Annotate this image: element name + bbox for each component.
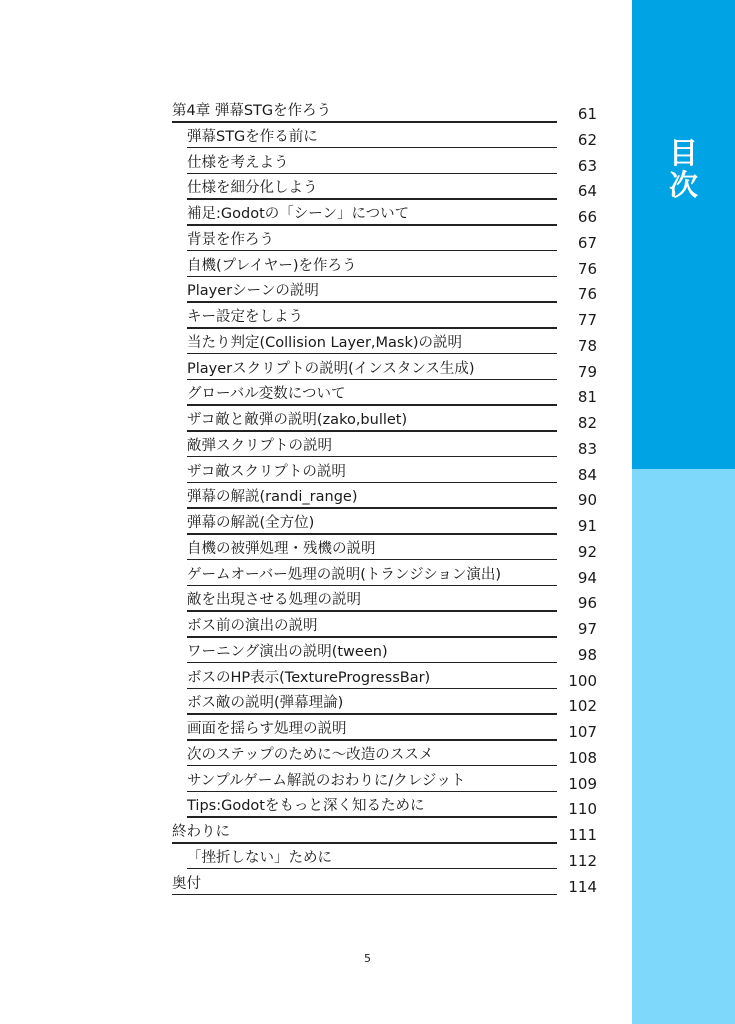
- toc-entry-underline: [187, 662, 557, 664]
- toc-entry[interactable]: [0, 359, 632, 385]
- toc-entry-page: 98: [577, 645, 597, 664]
- toc-entry[interactable]: [0, 178, 632, 204]
- toc-entry-page: 107: [568, 723, 597, 741]
- toc-entry[interactable]: [0, 513, 632, 539]
- toc-entry-title: ザコ敵と敵弾の説明(zako,bullet): [187, 412, 408, 428]
- toc-entry-title: 敵弾スクリプトの説明: [187, 437, 332, 454]
- toc-entry-title: 次のステップのために～改造のススメ: [187, 746, 434, 763]
- toc-entry[interactable]: [0, 796, 632, 822]
- toc-entry[interactable]: [0, 230, 632, 256]
- toc-entry[interactable]: [0, 693, 632, 719]
- toc-entry-underline: [187, 688, 557, 690]
- toc-entry[interactable]: [0, 642, 632, 668]
- toc-entry-title: 第4章 弾幕STGを作ろう: [172, 103, 332, 119]
- toc-entry-underline: [187, 147, 557, 149]
- toc-entry-title: ボスのHP表示(TextureProgressBar): [187, 669, 431, 686]
- toc-entry[interactable]: [0, 281, 632, 307]
- toc-entry-title: Playerシーンの説明: [187, 283, 319, 300]
- toc-entry-underline: [187, 791, 557, 793]
- toc-entry-underline: [187, 482, 557, 484]
- toc-entry-title: ワーニング演出の説明(tween): [187, 643, 388, 660]
- toc-entry-page: 100: [568, 671, 597, 690]
- toc-entry-title: 「挫折しない」ために: [187, 849, 332, 866]
- toc-entry-underline: [187, 585, 557, 587]
- toc-entry-page: 77: [577, 311, 597, 329]
- toc-entry-title: グローバル変数について: [187, 386, 346, 403]
- side-tab-accent: [632, 0, 735, 469]
- toc-entry-underline: [187, 198, 557, 200]
- toc-entry-page: 66: [577, 208, 597, 226]
- toc-entry-underline: [187, 713, 557, 715]
- toc-entry-underline: [187, 276, 557, 278]
- toc-entry-page: 112: [568, 851, 597, 870]
- toc-entry-title: 敵を出現させる処理の説明: [187, 592, 361, 609]
- side-tab-title-char: 目: [668, 136, 698, 170]
- side-tab-title-char: 次: [668, 168, 698, 202]
- toc-entry-page: 92: [577, 542, 597, 561]
- toc-entry[interactable]: [0, 616, 632, 642]
- toc-entry-underline: [187, 327, 557, 329]
- toc-entry[interactable]: [0, 771, 632, 797]
- toc-entry[interactable]: [0, 487, 632, 513]
- toc-entry-underline: [187, 224, 557, 226]
- toc-entry-title: サンプルゲーム解説のおわりに/クレジット: [187, 772, 466, 789]
- toc-entry[interactable]: [0, 874, 632, 900]
- toc-entry-title: 仕様を細分化しよう: [187, 180, 318, 197]
- toc-entry[interactable]: [0, 719, 632, 745]
- toc-entry-underline: [187, 404, 557, 406]
- toc-entry[interactable]: [0, 410, 632, 436]
- toc-entry-title: 補足:Godotの「シーン」について: [187, 206, 410, 222]
- toc-entry-page: 111: [568, 826, 597, 844]
- toc-entry-underline: [187, 379, 557, 381]
- toc-entry-underline: [187, 610, 557, 612]
- toc-entry-title: 弾幕の解説(全方位): [187, 515, 315, 531]
- toc-entry-page: 67: [577, 233, 597, 252]
- toc-entry-title: ボス敵の説明(弾幕理論): [187, 695, 344, 712]
- toc-entry[interactable]: [0, 204, 632, 230]
- toc-entry-underline: [172, 842, 557, 844]
- toc-entry-page: 61: [577, 105, 597, 123]
- toc-entry-underline: [187, 765, 557, 767]
- toc-entry-underline: [187, 636, 557, 638]
- toc-entry-title: ボス前の演出の説明: [187, 618, 318, 634]
- chapter-side-tab: [632, 0, 735, 1024]
- toc-entry-page: 108: [568, 748, 597, 767]
- toc-entry-title: 当たり判定(Collision Layer,Mask)の説明: [187, 334, 463, 351]
- toc-entry-title: 仕様を考えよう: [187, 154, 289, 171]
- toc-entry-page: 94: [577, 568, 597, 587]
- toc-entry-title: Tips:Godotをもっと深く知るために: [187, 798, 425, 815]
- toc-entry-title: 画面を揺らす処理の説明: [187, 721, 347, 737]
- toc-entry[interactable]: [0, 256, 632, 282]
- toc-entry-page: 76: [577, 259, 597, 278]
- toc-entry-underline: [172, 121, 557, 123]
- toc-entry[interactable]: [0, 668, 632, 694]
- toc-entry-page: 97: [577, 620, 597, 638]
- toc-entry-page: 114: [568, 877, 597, 896]
- toc-entry[interactable]: [0, 590, 632, 616]
- toc-entry-page: 109: [568, 774, 597, 793]
- toc-entry-underline: [187, 456, 557, 458]
- page-number: 5: [364, 952, 371, 965]
- toc-entry-title: 自機(プレイヤー)を作ろう: [187, 257, 357, 274]
- toc-entry-page: 96: [577, 594, 597, 613]
- toc-entry-page: 110: [568, 800, 597, 819]
- toc-entry[interactable]: [0, 539, 632, 565]
- toc-entry-title: Playerスクリプトの説明(インスタンス生成): [187, 360, 475, 377]
- toc-entry-title: 終わりに: [172, 824, 230, 840]
- toc-entry-page: 83: [577, 439, 597, 458]
- toc-entry-title: 奥付: [172, 875, 201, 892]
- toc-entry-underline: [187, 301, 557, 303]
- toc-entry-underline: [187, 868, 557, 870]
- toc-entry-page: 78: [577, 336, 597, 355]
- toc-entry-page: 63: [577, 156, 597, 175]
- toc-entry-underline: [187, 507, 557, 509]
- toc-entry[interactable]: [0, 745, 632, 771]
- toc-entry[interactable]: [0, 333, 632, 359]
- toc-entry-underline: [187, 559, 557, 561]
- toc-entry-page: 81: [577, 388, 597, 407]
- toc-entry[interactable]: [0, 153, 632, 179]
- toc-entry-underline: [172, 894, 557, 896]
- toc-entry-title: 弾幕の解説(randi_range): [187, 489, 358, 506]
- toc-entry-title: ゲームオーバー処理の説明(トランジション演出): [187, 566, 502, 583]
- toc-entry[interactable]: [0, 436, 632, 462]
- toc-entry-title: 弾幕STGを作る前に: [187, 128, 318, 145]
- toc-entry-underline: [187, 250, 557, 252]
- toc-entry-page: 79: [577, 362, 597, 381]
- toc-entry-page: 76: [577, 285, 597, 304]
- toc-entry-underline: [187, 173, 557, 175]
- toc-entry-page: 64: [577, 182, 597, 201]
- toc-entry-underline: [187, 353, 557, 355]
- toc-entry[interactable]: [0, 462, 632, 488]
- toc-entry[interactable]: [0, 384, 632, 410]
- toc-entry[interactable]: [0, 822, 632, 848]
- toc-entry-underline: [187, 430, 557, 432]
- toc-entry[interactable]: [0, 307, 632, 333]
- toc-entry-underline: [187, 533, 557, 535]
- toc-entry[interactable]: [0, 848, 632, 874]
- toc-entry-page: 102: [568, 697, 597, 716]
- toc-entry-underline: [187, 816, 557, 818]
- toc-entry-page: 84: [577, 465, 597, 484]
- toc-entry[interactable]: [0, 127, 632, 153]
- toc-entry-title: 自機の被弾処理・残機の説明: [187, 540, 376, 557]
- side-tab-title: [632, 137, 735, 201]
- toc-entry-underline: [187, 739, 557, 741]
- toc-entry-page: 62: [577, 130, 597, 149]
- toc-entry[interactable]: [0, 101, 632, 127]
- toc-entry-page: 91: [577, 517, 597, 535]
- toc-entry-page: 90: [577, 491, 597, 510]
- toc-entry-title: 背景を作ろう: [187, 231, 274, 248]
- toc-entry-title: キー設定をしよう: [187, 309, 303, 325]
- toc-entry-title: ザコ敵スクリプトの説明: [187, 463, 346, 480]
- toc-entry[interactable]: [0, 565, 632, 591]
- toc-entry-page: 82: [577, 414, 597, 432]
